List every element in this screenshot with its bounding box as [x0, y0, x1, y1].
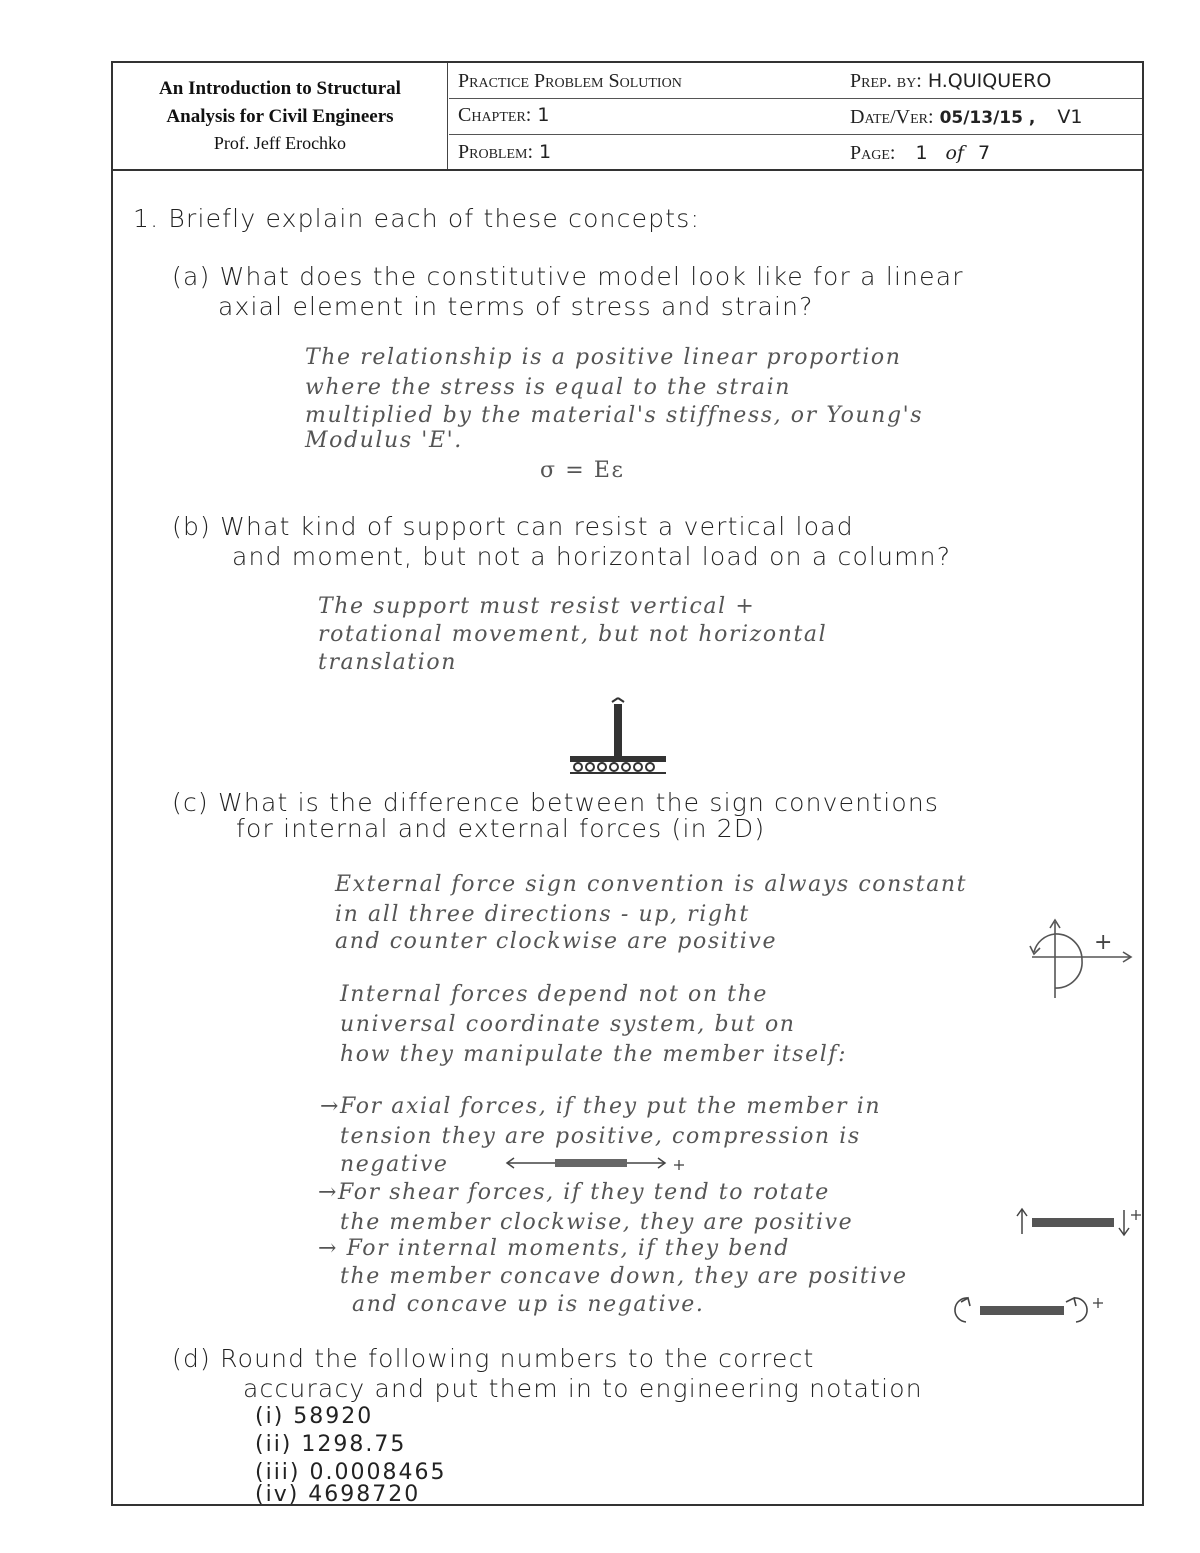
- course-title-line2: Analysis for Civil Engineers: [166, 106, 394, 127]
- question-c-line1: (c) What is the difference between the sign conventions: [172, 788, 940, 817]
- question-d-item-iii: (iii) 0.0008465: [255, 1460, 447, 1485]
- question-a-line2: axial element in terms of stress and strain?: [218, 292, 814, 321]
- answer-c-internal-line1: Internal forces depend not on the: [340, 982, 769, 1007]
- shear-sign-sketch: [1012, 1204, 1147, 1238]
- question-d-item-ii: (ii) 1298.75: [255, 1432, 407, 1457]
- question-d-line1: (d) Round the following numbers to the correct: [172, 1344, 815, 1373]
- answer-c-internal-line3: how they manipulate the member itself:: [340, 1042, 848, 1067]
- problem-intro: 1. Briefly explain each of these concepts:: [133, 204, 701, 233]
- answer-c-axial-line3: negative: [340, 1152, 449, 1177]
- question-a-line1: (a) What does the constitutive model look like for a linear: [172, 262, 964, 291]
- answer-b-line2: rotational movement, but not horizontal: [318, 622, 828, 647]
- prepared-by-value: H.QUIQUERO: [927, 70, 1052, 92]
- answer-c-axial-line1: →For axial forces, if they put the member in: [320, 1094, 882, 1119]
- prepared-by-label: Prep. by:: [850, 70, 922, 92]
- answer-c-moment-line3: and concave up is negative.: [352, 1292, 705, 1317]
- page-label: Page:: [850, 142, 896, 164]
- question-d-item-i: (i) 58920: [255, 1404, 374, 1429]
- sign-convention-axes-sketch: [1022, 912, 1137, 1004]
- header-row-divider-1: [449, 98, 1142, 99]
- answer-b-line3: translation: [318, 650, 457, 675]
- answer-c-internal-line2: universal coordinate system, but on: [340, 1012, 796, 1037]
- course-info: [113, 63, 448, 169]
- problem-value: 1: [539, 141, 552, 163]
- answer-c-external-line3: and counter clockwise are positive: [335, 929, 778, 954]
- version-value: V1: [1057, 106, 1083, 128]
- date-version-label: Date/Ver:: [850, 106, 934, 128]
- answer-c-external-line1: External force sign convention is always constant: [335, 872, 968, 897]
- answer-b-line1: The support must resist vertical +: [318, 594, 756, 619]
- date-value: 05/13/15 ,: [939, 108, 1036, 128]
- answer-a-line4: Modulus 'E'.: [305, 428, 463, 453]
- page-total: 7: [978, 142, 991, 164]
- moment-sign-sketch: [948, 1290, 1113, 1330]
- answer-a-line2: where the stress is equal to the strain: [305, 375, 792, 400]
- page-field: [850, 142, 990, 165]
- answer-a-line3: multiplied by the material's stiffness, or Young's: [305, 403, 924, 428]
- chapter-field: [458, 104, 549, 127]
- page-value: 1: [915, 142, 928, 164]
- question-c-line2: for internal and external forces (in 2D): [236, 814, 766, 843]
- question-b-line2: and moment, but not a horizontal load on a column?: [232, 542, 952, 571]
- column-support-sketch: [560, 698, 675, 778]
- chapter-value: 1: [537, 104, 550, 126]
- answer-c-moment-line1: → For internal moments, if they bend: [318, 1236, 790, 1261]
- page-of: of: [945, 142, 965, 164]
- date-version-field: [850, 106, 1082, 129]
- answer-a-line1: The relationship is a positive linear proportion: [305, 345, 902, 370]
- problem-label: Problem:: [458, 141, 534, 163]
- course-professor: Prof. Jeff Erochko: [213, 133, 347, 153]
- question-b-line1: (b) What kind of support can resist a vertical load: [172, 512, 854, 541]
- solution-title-text: Practice Problem Solution: [458, 70, 682, 92]
- question-d-line2: accuracy and put them in to engineering notation: [243, 1374, 923, 1403]
- chapter-label: Chapter:: [458, 104, 532, 126]
- sign-convention-plus: +: [1094, 930, 1115, 955]
- answer-c-moment-line2: the member concave down, they are positive: [340, 1264, 908, 1289]
- answer-c-axial-line2: tension they are positive, compression is: [340, 1124, 861, 1149]
- problem-field: [458, 141, 551, 164]
- question-d-item-iv: (iv) 4698720: [255, 1482, 421, 1507]
- axial-tension-sketch: [505, 1152, 695, 1176]
- answer-c-shear-line2: the member clockwise, they are positive: [340, 1210, 854, 1235]
- answer-a-equation: σ = Eε: [540, 458, 625, 483]
- answer-c-shear-line1: →For shear forces, if they tend to rotate: [318, 1180, 830, 1205]
- course-title-line1: An Introduction to Structural: [159, 78, 401, 99]
- header-row-divider-2: [449, 134, 1142, 135]
- solution-title: [458, 70, 682, 93]
- answer-c-external-line2: in all three directions - up, right: [335, 902, 750, 927]
- prepared-by-field: [850, 70, 1051, 93]
